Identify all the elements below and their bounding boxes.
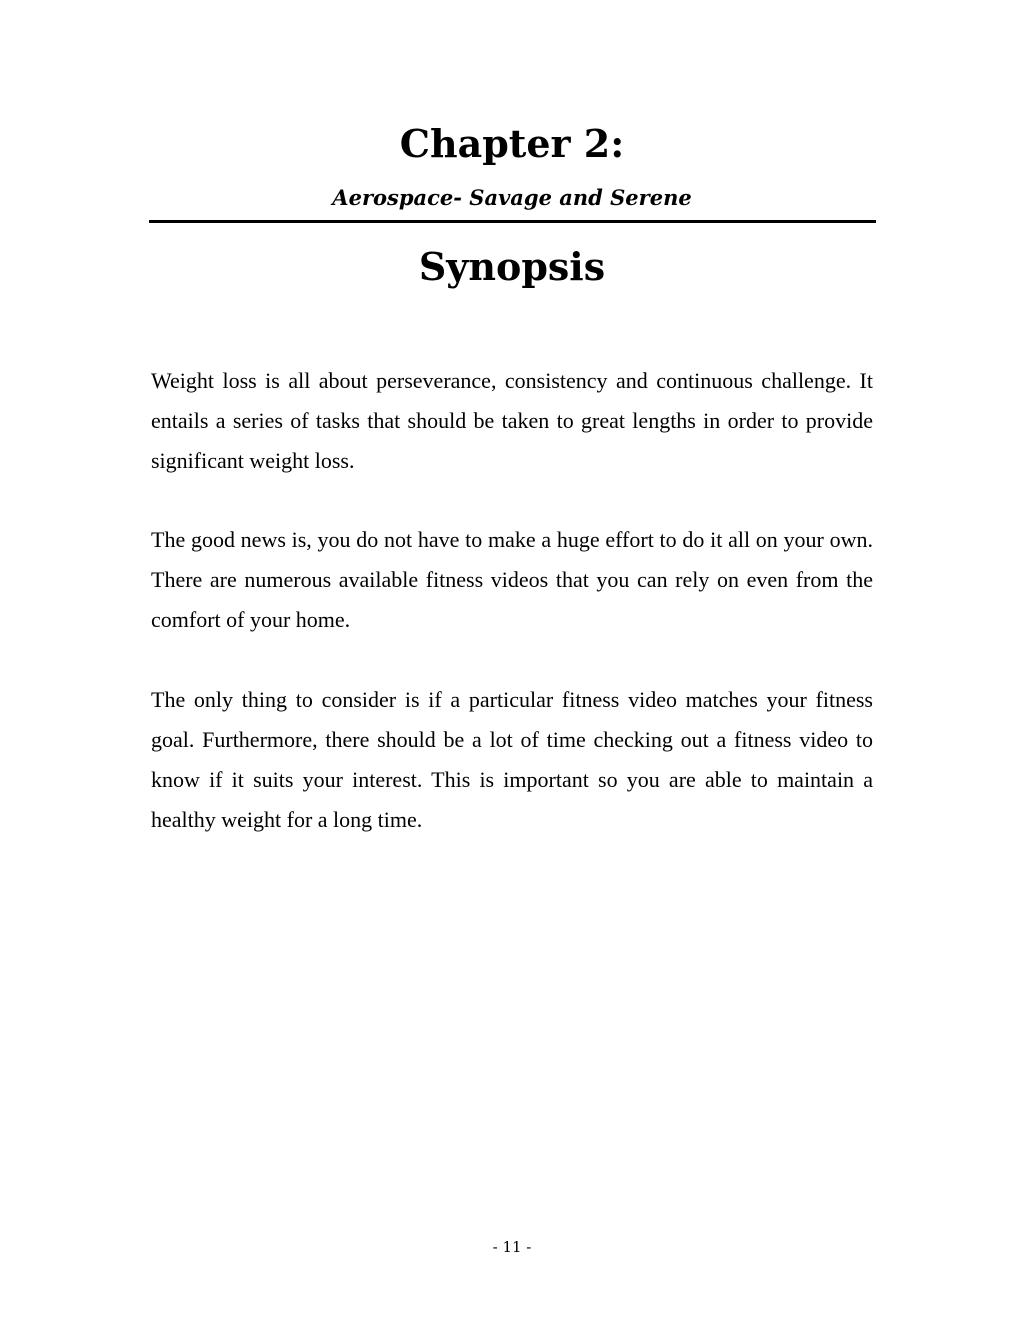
page-number: - 11 - (492, 1238, 532, 1256)
section-heading: Synopsis (418, 244, 606, 289)
chapter-title: Chapter 2: (399, 121, 625, 166)
chapter-subtitle: Aerospace- Savage and Serene (332, 185, 692, 210)
chapter-divider (149, 220, 876, 223)
body-paragraph-3: The only thing to consider is if a particular fitness video matches your fitness goal. Furthermore, there should be a lot of time checking out a fitness video to know if it suits your interest. This is important so you are able to maintain a healthy weight for a long time. (151, 687, 873, 832)
body-paragraph-1: Weight loss is all about perseverance, consistency and continuous challenge. It entails a series of tasks that should be taken to great lengths in order to provide significant weight loss. (151, 368, 873, 473)
body-paragraph-2: The good news is, you do not have to make a huge effort to do it all on your own. There are numerous available fitness videos that you can rely on even from the comfort of your home. (151, 527, 873, 632)
